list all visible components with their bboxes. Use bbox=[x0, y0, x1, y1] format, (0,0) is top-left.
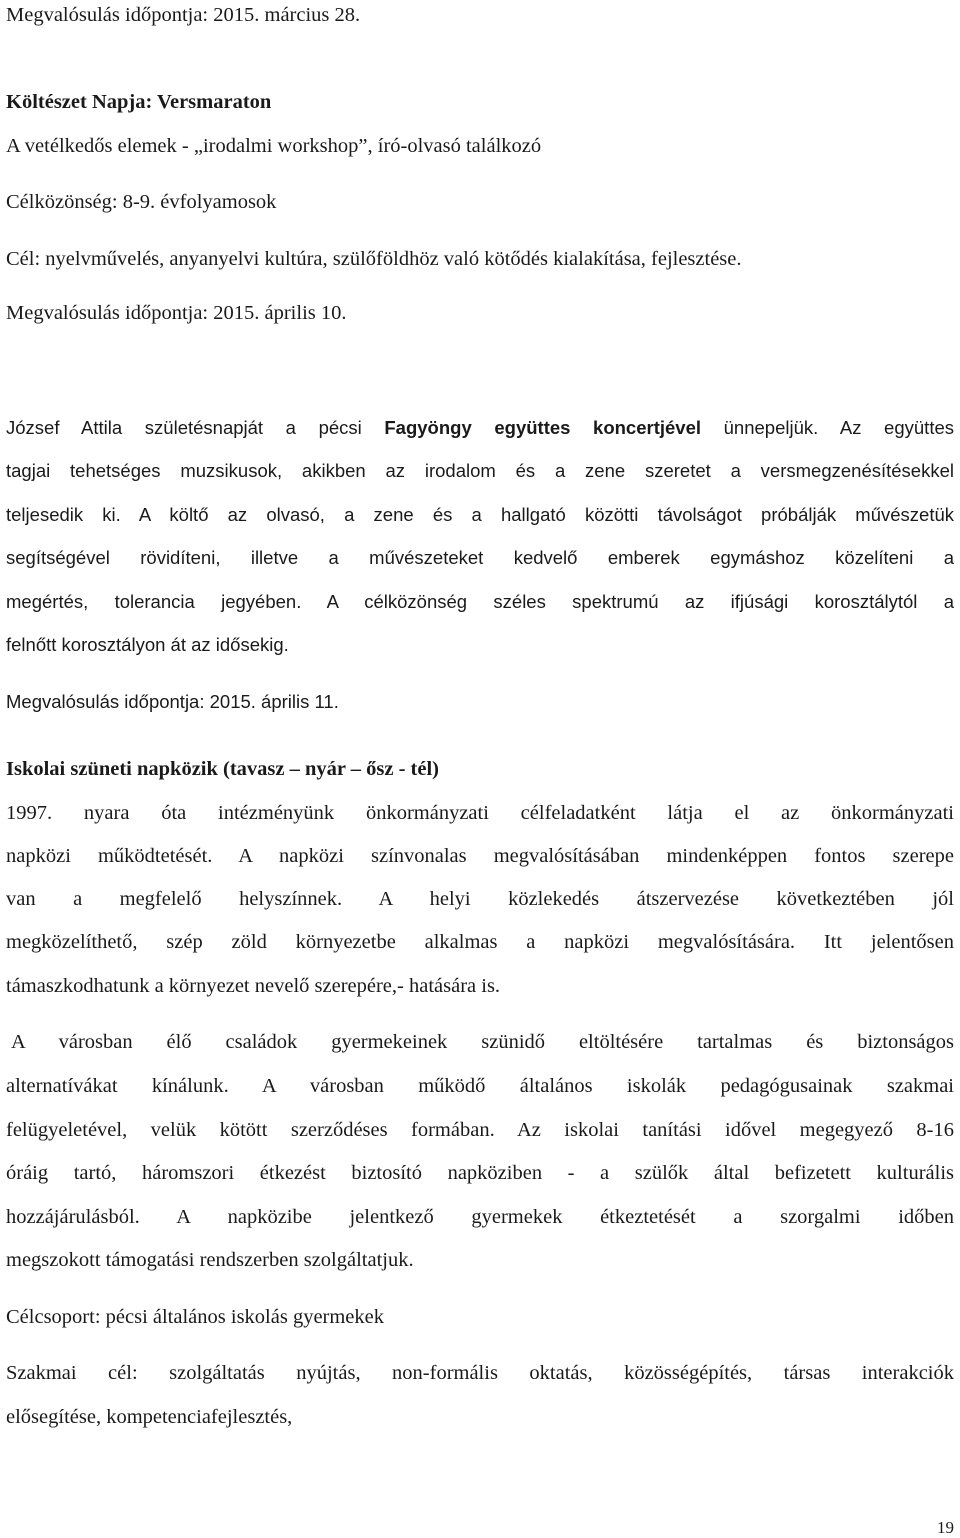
section-heading-holiday-daycare: Iskolai szüneti napközik (tavasz – nyár – ősz - tél) bbox=[6, 758, 439, 780]
concert-paragraph-line: teljesedik ki. A költő az olvasó, a zene és a hallgató közötti távolságot próbálják művészetük bbox=[6, 504, 954, 525]
daycare-paragraph-line: van a megfelelő helyszínnek. A helyi közlekedés átszervezése következtében jól bbox=[6, 888, 954, 910]
page-number: 19 bbox=[937, 1518, 954, 1537]
families-paragraph-line: A városban élő családok gyermekeinek szünidő eltöltésére tartalmas és biztonságos bbox=[11, 1031, 954, 1053]
families-paragraph-line: alternatívákat kínálunk. A városban működő általános iskolák pedagógusainak szakmai bbox=[6, 1075, 954, 1097]
date-line: Megvalósulás időpontja: 2015. április 10. bbox=[6, 302, 347, 324]
goal-line: Cél: nyelvművelés, anyanyelvi kultúra, szülőföldhöz való kötődés kialakítása, fejlesztése. bbox=[6, 248, 742, 270]
competition-elements-line: A vetélkedős elemek - „irodalmi workshop”, író-olvasó találkozó bbox=[6, 135, 542, 157]
families-paragraph-line: felügyeletével, velük kötött szerződéses formában. Az iskolai tanítási idővel megegyező 8-16 bbox=[6, 1119, 954, 1141]
families-paragraph-line: hozzájárulásból. A napközibe jelentkező gyermekek étkeztetését a szorgalmi időben bbox=[6, 1206, 954, 1228]
concert-intro-text: ünnepeljük. Az együttes bbox=[701, 417, 954, 438]
date-line: Megvalósulás időpontja: 2015. április 11. bbox=[6, 691, 339, 712]
families-paragraph-line: megszokott támogatási rendszerben szolgáltatjuk. bbox=[6, 1249, 414, 1271]
daycare-paragraph-line: megközelíthető, szép zöld környezetbe alkalmas a napközi megvalósítására. Itt jelentősen bbox=[6, 931, 954, 953]
concert-paragraph-line: megértés, tolerancia jegyében. A célközönség széles spektrumú az ifjúsági korosztálytól a bbox=[6, 591, 954, 612]
daycare-paragraph-line: napközi működtetését. A napközi színvonalas megvalósításában mindenképpen fontos szerepe bbox=[6, 845, 954, 867]
concert-paragraph-line bbox=[6, 415, 954, 441]
concert-paragraph-line: felnőtt korosztályon át az idősekig. bbox=[6, 634, 289, 655]
section-heading-poetry-day: Költészet Napja: Versmaraton bbox=[6, 91, 272, 113]
target-audience-line: Célközönség: 8-9. évfolyamosok bbox=[6, 191, 277, 213]
concert-intro-text: József Attila születésnapját a pécsi bbox=[6, 417, 385, 438]
concert-highlight: Fagyöngy együttes koncertjével bbox=[384, 417, 702, 438]
professional-goal-line: elősegítése, kompetenciafejlesztés, bbox=[6, 1406, 293, 1428]
target-group-line: Célcsoport: pécsi általános iskolás gyermekek bbox=[6, 1306, 385, 1328]
concert-paragraph-line: tagjai tehetséges muzsikusok, akikben az irodalom és a zene szeretet a versmegzenésítésekkel bbox=[6, 460, 954, 481]
families-paragraph-line: óráig tartó, háromszori étkezést biztosító napköziben - a szülők által befizetett kulturális bbox=[6, 1162, 954, 1184]
date-line: Megvalósulás időpontja: 2015. március 28. bbox=[6, 4, 361, 26]
daycare-paragraph-line: támaszkodhatunk a környezet nevelő szerepére,- hatására is. bbox=[6, 975, 501, 997]
daycare-paragraph-line: 1997. nyara óta intézményünk önkormányzati célfeladatként látja el az önkormányzati bbox=[6, 802, 954, 824]
professional-goal-line: Szakmai cél: szolgáltatás nyújtás, non-formális oktatás, közösségépítés, társas interakciók bbox=[6, 1362, 954, 1384]
concert-paragraph-line: segítségével rövidíteni, illetve a művészeteket kedvelő emberek egymáshoz közelíteni a bbox=[6, 547, 954, 568]
